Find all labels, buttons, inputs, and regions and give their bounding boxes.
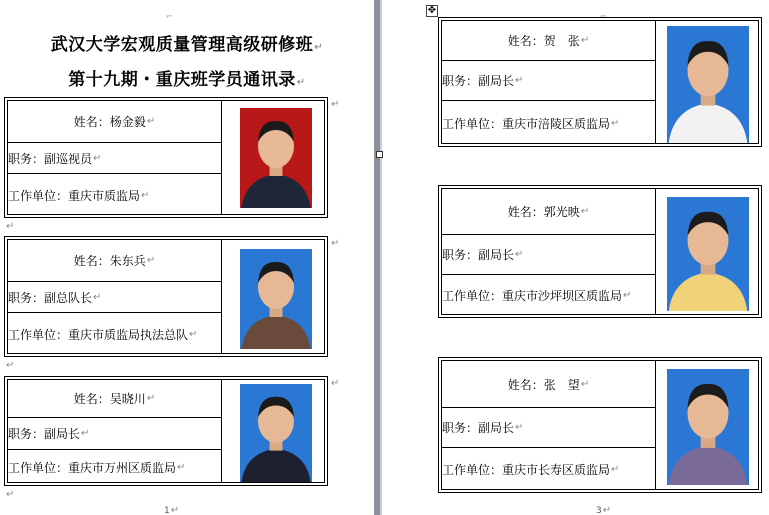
name-row[interactable] <box>442 21 655 61</box>
document-page-3[interactable] <box>382 0 769 515</box>
unit-label: 工作单位： <box>8 327 69 342</box>
position-label: 职务： <box>442 74 479 88</box>
member-name: 张 望 <box>543 377 580 392</box>
name-row[interactable] <box>442 189 655 235</box>
position-label: 职务： <box>8 151 45 166</box>
unit-label: 工作单位： <box>442 289 503 303</box>
paragraph-mark: ↵ <box>6 221 15 232</box>
member-unit: 重庆市万州区质监局 <box>68 460 177 475</box>
member-card[interactable] <box>4 376 328 486</box>
member-card[interactable] <box>438 357 762 493</box>
name-label: 姓名： <box>73 392 110 406</box>
cell-mark: ↵ <box>146 393 156 404</box>
member-unit: 重庆市沙坪坝区质监局 <box>502 289 623 303</box>
position-label: 职务： <box>8 427 45 441</box>
cell-mark: ↵ <box>141 189 150 201</box>
member-unit: 重庆市涪陵区质监局 <box>502 116 611 131</box>
position-label: 职务： <box>8 290 45 305</box>
unit-row[interactable] <box>8 450 221 484</box>
member-position: 副总队长 <box>44 290 93 305</box>
unit-label: 工作单位： <box>8 188 69 203</box>
member-position: 副局长 <box>44 427 81 441</box>
document-title[interactable]: 武汉大学宏观质量管理高级研修班↵ <box>50 35 324 55</box>
cell-mark: ↵ <box>189 328 198 340</box>
member-position: 副局长 <box>478 248 515 262</box>
member-card[interactable] <box>438 17 762 147</box>
cell-divider <box>655 21 656 143</box>
portrait-image <box>667 369 749 485</box>
page-number: 1↵ <box>164 505 180 515</box>
cell-mark: ↵ <box>611 464 620 475</box>
document-subtitle[interactable]: 第十九期・重庆班学员通讯录↵ <box>68 70 306 90</box>
member-name: 朱东兵 <box>109 254 146 268</box>
portrait-image <box>240 108 312 208</box>
cell-mark: ↵ <box>515 75 524 86</box>
position-label: 职务： <box>442 421 479 435</box>
member-position: 副局长 <box>478 421 515 435</box>
row-end-mark: ↵ <box>331 378 340 389</box>
unit-row[interactable] <box>8 313 221 355</box>
paragraph-mark: ↵ <box>6 489 15 500</box>
member-photo[interactable] <box>667 197 749 311</box>
row-end-mark: ↵ <box>331 238 340 249</box>
name-row[interactable] <box>8 380 221 418</box>
cell-mark: ↵ <box>146 255 156 266</box>
table-resize-handle[interactable] <box>376 151 383 158</box>
cell-divider <box>221 101 222 214</box>
cell-mark: ↵ <box>580 378 590 390</box>
unit-row[interactable] <box>442 275 655 316</box>
position-row[interactable] <box>8 418 221 450</box>
name-row[interactable] <box>442 361 655 408</box>
member-card[interactable] <box>438 185 762 318</box>
cell-mark: ↵ <box>611 117 620 129</box>
cell-divider <box>221 380 222 482</box>
member-unit: 重庆市质监局 <box>68 188 141 203</box>
name-label: 姓名： <box>507 377 544 392</box>
unit-label: 工作单位： <box>8 460 69 475</box>
member-photo[interactable] <box>240 108 312 208</box>
document-page-1[interactable] <box>0 0 374 515</box>
member-name: 郭光映 <box>543 205 580 219</box>
unit-row[interactable] <box>442 448 655 491</box>
member-unit: 重庆市质监局执法总队 <box>68 327 189 342</box>
name-label: 姓名： <box>73 115 110 129</box>
page-number: 3↵ <box>596 505 612 515</box>
table-move-handle[interactable]: ✥ <box>427 5 437 16</box>
cell-mark: ↵ <box>177 461 186 473</box>
paragraph-mark: ↵ <box>6 360 15 371</box>
portrait-image <box>240 249 312 349</box>
unit-row[interactable] <box>442 101 655 145</box>
name-row[interactable] <box>8 240 221 282</box>
member-photo[interactable] <box>240 249 312 349</box>
portrait-image <box>667 26 749 143</box>
position-row[interactable] <box>442 408 655 448</box>
member-photo[interactable] <box>667 369 749 485</box>
cell-divider <box>221 240 222 353</box>
name-label: 姓名： <box>507 205 544 219</box>
cell-mark: ↵ <box>515 422 524 433</box>
page-corner-mark: ⌐ <box>166 12 173 21</box>
cell-divider <box>655 361 656 489</box>
position-row[interactable] <box>442 61 655 101</box>
name-label: 姓名： <box>507 34 544 48</box>
portrait-image <box>667 197 749 311</box>
member-name: 吴晓川 <box>109 392 146 406</box>
member-card[interactable] <box>4 236 328 357</box>
page-corner-mark: ⌐ <box>600 12 607 21</box>
cell-mark: ↵ <box>93 152 102 164</box>
unit-label: 工作单位： <box>442 463 503 477</box>
member-card[interactable] <box>4 97 328 218</box>
name-row[interactable] <box>8 101 221 143</box>
member-name: 杨金毅 <box>109 115 146 129</box>
unit-row[interactable] <box>8 174 221 216</box>
cell-mark: ↵ <box>580 35 590 46</box>
unit-label: 工作单位： <box>442 116 503 131</box>
cell-mark: ↵ <box>515 249 524 260</box>
position-row[interactable] <box>8 282 221 313</box>
cell-divider <box>655 189 656 314</box>
position-row[interactable] <box>442 235 655 275</box>
member-photo[interactable] <box>667 26 749 143</box>
cell-mark: ↵ <box>623 290 632 301</box>
row-end-mark: ↵ <box>331 99 340 110</box>
cell-mark: ↵ <box>81 428 90 439</box>
cell-mark: ↵ <box>93 291 102 303</box>
cell-mark: ↵ <box>580 206 590 217</box>
member-position: 副巡视员 <box>44 151 93 166</box>
cell-mark: ↵ <box>146 116 156 127</box>
member-photo[interactable] <box>240 384 312 482</box>
position-row[interactable] <box>8 143 221 174</box>
member-position: 副局长 <box>478 74 515 88</box>
portrait-image <box>240 384 312 482</box>
member-unit: 重庆市长寿区质监局 <box>502 463 611 477</box>
member-name: 贺 张 <box>543 34 580 48</box>
name-label: 姓名： <box>73 254 110 268</box>
position-label: 职务： <box>442 248 479 262</box>
